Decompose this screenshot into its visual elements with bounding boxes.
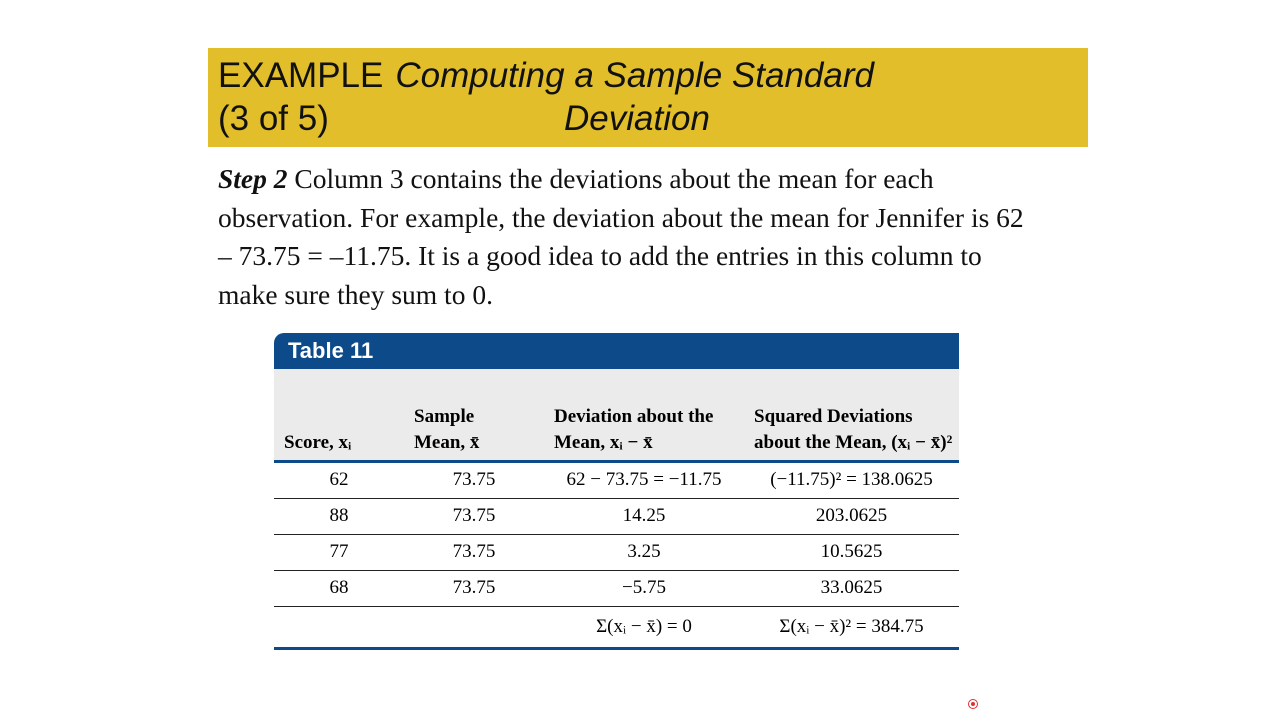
table-row — [274, 570, 959, 606]
body-paragraph — [218, 160, 1038, 314]
title-text: Computing a Sample Standard — [395, 56, 874, 95]
empty-cell — [404, 606, 544, 648]
table-cell: 68 — [274, 570, 404, 606]
table-cell: 77 — [274, 534, 404, 570]
table-cell: 88 — [274, 498, 404, 534]
table-cell: 33.0625 — [744, 570, 959, 606]
sum-squared: Σ(xᵢ − x̄)² = 384.75 — [744, 606, 959, 648]
col-header-deviation: Deviation about the Mean, xᵢ − x̄ — [554, 405, 714, 453]
step-label: Step 2 — [218, 163, 288, 194]
table-cell: (−11.75)² = 138.0625 — [744, 461, 959, 498]
title-text-2: Deviation — [564, 99, 710, 138]
data-table — [274, 333, 959, 650]
table-cell: 73.75 — [404, 461, 544, 498]
title-banner — [208, 48, 1088, 147]
col-header-mean: Sample Mean, x̄ — [414, 405, 480, 453]
table-cell: 73.75 — [404, 570, 544, 606]
table-cell: 62 — [274, 461, 404, 498]
example-label: EXAMPLE — [218, 56, 384, 95]
table-row — [274, 498, 959, 534]
table-cell: 62 − 73.75 = −11.75 — [544, 461, 744, 498]
table-cell: 73.75 — [404, 498, 544, 534]
table-cell: 73.75 — [404, 534, 544, 570]
sum-row — [274, 606, 959, 648]
empty-cell — [274, 606, 404, 648]
table-cell: 3.25 — [544, 534, 744, 570]
table-row — [274, 461, 959, 498]
col-header-score: Score, xᵢ — [284, 431, 352, 453]
table-header-row — [274, 369, 959, 461]
table-cell: 14.25 — [544, 498, 744, 534]
sum-deviation: Σ(xᵢ − x̄) = 0 — [544, 606, 744, 648]
pointer-cursor-icon — [968, 699, 978, 709]
slide-counter: (3 of 5) — [218, 99, 329, 138]
col-header-squared: Squared Deviations about the Mean, (xᵢ − x̄)² — [754, 405, 953, 453]
table-cell: 203.0625 — [744, 498, 959, 534]
table-cell: −5.75 — [544, 570, 744, 606]
step-text: Column 3 contains the deviations about the mean for each observation. For example, the deviation about the mean for Jennifer is 62 – 73.75 = –11.75. It is a good idea to add the entries in this column to make sure they sum to 0. — [218, 163, 1024, 310]
table-title: Table 11 — [274, 333, 959, 369]
title-line-1 — [218, 56, 874, 96]
table-row — [274, 534, 959, 570]
table-cell: 10.5625 — [744, 534, 959, 570]
